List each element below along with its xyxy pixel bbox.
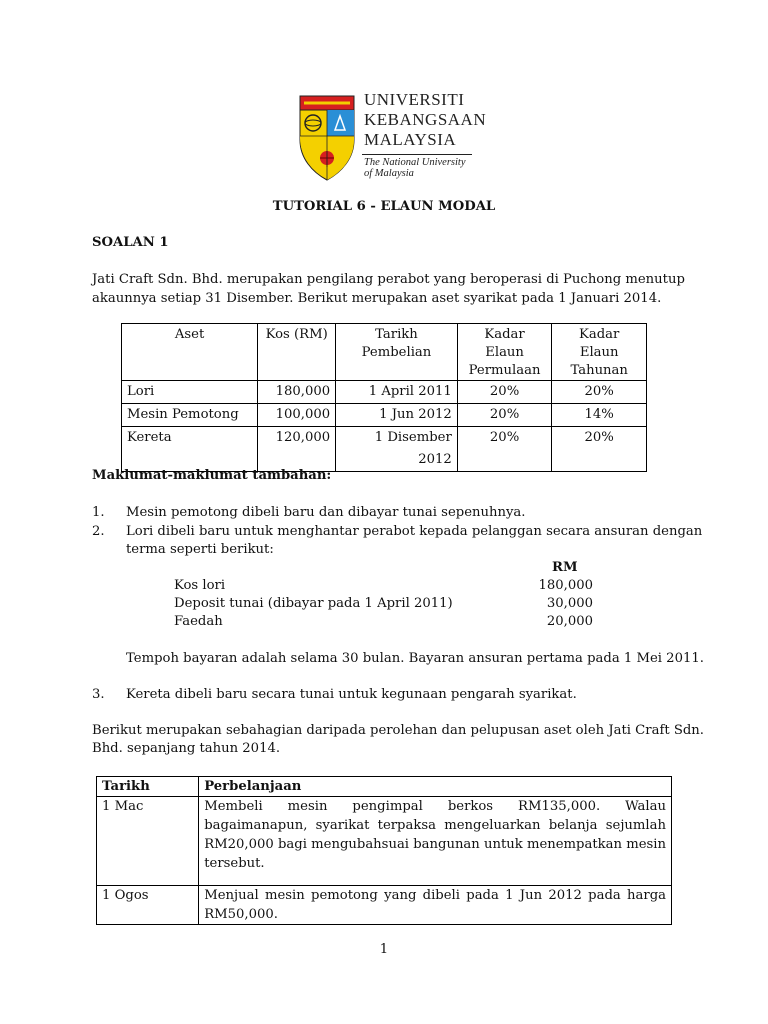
crest-icon xyxy=(296,92,358,184)
para2-line-1: Berikut merupakan sebahagian daripada perolehan dan pelupusan aset oleh Jati Craft Sdn. xyxy=(92,723,704,738)
header-tarikh: Tarikh xyxy=(97,777,199,797)
header-perbelanjaan: Perbelanjaan xyxy=(199,777,672,797)
question-heading: SOALAN 1 xyxy=(92,235,169,250)
item-number-1: 1. xyxy=(92,505,105,520)
term-label: Kos lori xyxy=(174,578,226,593)
logo-name-line1: UNIVERSITI xyxy=(364,90,465,109)
table-row xyxy=(122,381,647,404)
term-value: 20,000 xyxy=(546,614,593,629)
item-text-2-line-2: terma seperti berikut: xyxy=(126,542,274,557)
asset-table-header xyxy=(122,324,647,381)
logo-divider xyxy=(362,154,472,155)
cell-permulaan: 20% xyxy=(457,404,552,427)
perbelanjaan-line: RM20,000 bagi mengubahsuai bangunan untuk menempatkan mesin xyxy=(204,837,666,852)
cell-aset: Lori xyxy=(122,381,258,404)
item-number-2: 2. xyxy=(92,524,105,539)
cell-tarikh: 1 Disember 2012 xyxy=(336,427,458,472)
cell-tarikh: 1 April 2011 xyxy=(336,381,458,404)
header-kadar-permulaan: Kadar Elaun Permulaan xyxy=(457,324,552,381)
asset-table xyxy=(121,323,647,472)
header-kadar-tahunan: Kadar Elaun Tahunan xyxy=(552,324,647,381)
intro-line-2: akaunnya setiap 31 Disember. Berikut merupakan aset syarikat pada 1 Januari 2014. xyxy=(92,291,662,306)
item-text-1: Mesin pemotong dibeli baru dan dibayar tunai sepenuhnya. xyxy=(126,505,526,520)
page-number: 1 xyxy=(379,942,389,957)
cell-kos: 180,000 xyxy=(258,381,336,404)
item-text-2-line-1: Lori dibeli baru untuk menghantar perabot kepada pelanggan secara ansuran dengan xyxy=(126,524,703,539)
table-row xyxy=(97,797,672,886)
cell-tarikh: 1 Ogos xyxy=(97,886,199,925)
perbelanjaan-line: Menjual mesin pemotong yang dibeli pada 1 Jun 2012 pada harga xyxy=(204,888,666,903)
perbelanjaan-line: RM50,000. xyxy=(204,907,278,922)
university-logo xyxy=(296,90,487,184)
rm-header: RM xyxy=(552,560,578,575)
item-text-3: Kereta dibeli baru secara tunai untuk kegunaan pengarah syarikat. xyxy=(126,687,577,702)
extra-heading: Maklumat-maklumat tambahan: xyxy=(92,468,332,483)
cell-aset: Mesin Pemotong xyxy=(122,404,258,427)
cell-tahunan: 20% xyxy=(552,381,647,404)
logo-tagline-2: of Malaysia xyxy=(364,168,414,179)
logo-name-line3: MALAYSIA xyxy=(364,130,457,149)
cell-permulaan: 20% xyxy=(457,427,552,472)
header-tarikh: Tarikh Pembelian xyxy=(336,324,458,381)
cell-kos: 120,000 xyxy=(258,427,336,472)
cell-permulaan: 20% xyxy=(457,381,552,404)
cell-tarikh: 1 Jun 2012 xyxy=(336,404,458,427)
cell-tahunan: 20% xyxy=(552,427,647,472)
perbelanjaan-line: tersebut. xyxy=(204,856,265,871)
cell-perbelanjaan xyxy=(199,797,672,886)
para2-line-2: Bhd. sepanjang tahun 2014. xyxy=(92,741,281,756)
perbelanjaan-line: Membeli mesin pengimpal berkos RM135,000. Walau xyxy=(204,799,666,814)
table-row xyxy=(122,404,647,427)
logo-name-line2: KEBANGSAAN xyxy=(364,110,487,129)
header-aset: Aset xyxy=(122,324,258,381)
term-value: 30,000 xyxy=(546,596,593,611)
cell-aset: Kereta xyxy=(122,427,258,472)
cell-kos: 100,000 xyxy=(258,404,336,427)
cell-perbelanjaan xyxy=(199,886,672,925)
table-row xyxy=(122,427,647,472)
term-label: Faedah xyxy=(174,614,223,629)
cell-tahunan: 14% xyxy=(552,404,647,427)
expenditure-table-header xyxy=(97,777,672,797)
header-kos: Kos (RM) xyxy=(258,324,336,381)
intro-line-1: Jati Craft Sdn. Bhd. merupakan pengilang perabot yang beroperasi di Puchong menutup xyxy=(92,272,685,287)
expenditure-table xyxy=(96,776,672,925)
logo-tagline-1: The National University xyxy=(364,157,466,168)
term-label: Deposit tunai (dibayar pada 1 April 2011) xyxy=(174,596,453,611)
tempoh-text: Tempoh bayaran adalah selama 30 bulan. Bayaran ansuran pertama pada 1 Mei 2011. xyxy=(126,651,704,666)
table-row xyxy=(97,886,672,925)
item-number-3: 3. xyxy=(92,687,105,702)
page-title: TUTORIAL 6 - ELAUN MODAL xyxy=(272,199,496,214)
cell-tarikh: 1 Mac xyxy=(97,797,199,886)
term-value: 180,000 xyxy=(538,578,593,593)
perbelanjaan-line: bagaimanapun, syarikat terpaksa mengeluarkan belanja sejumlah xyxy=(204,818,666,833)
